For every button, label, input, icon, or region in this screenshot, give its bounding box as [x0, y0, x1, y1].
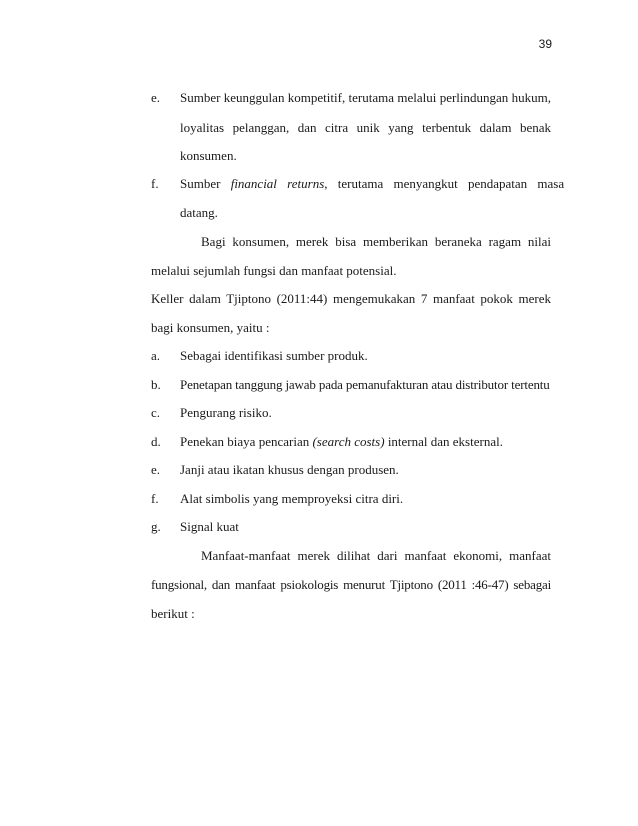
- paragraph-line: berikut :: [151, 606, 195, 621]
- list-item-label: g.: [151, 519, 161, 534]
- page-number: 39: [538, 37, 552, 51]
- list-item-text: Signal kuat: [180, 519, 239, 534]
- paragraph-line: Bagi konsumen, merek bisa memberikan beraneka ragam nilai: [201, 234, 551, 249]
- paragraph-line: bagi konsumen, yaitu :: [151, 320, 270, 335]
- paragraph-line: fungsional, dan manfaat psiokologis menurut Tjiptono (2011 :46-47) sebagai: [151, 577, 551, 592]
- list-item-label: e.: [151, 462, 161, 477]
- italic-term: (search costs): [312, 434, 385, 449]
- list-item-label: f.: [151, 491, 159, 506]
- paragraph-line: Keller dalam Tjiptono (2011:44) mengemukakan 7 manfaat pokok merek: [151, 291, 551, 306]
- list-item-text: Penekan biaya pencarian (search costs) internal dan eksternal.: [180, 434, 503, 449]
- list-item-label: f.: [151, 176, 159, 191]
- paragraph-line: melalui sejumlah fungsi dan manfaat potensial.: [151, 263, 397, 278]
- list-item-text: datang.: [180, 205, 218, 220]
- paragraph-line: Manfaat-manfaat merek dilihat dari manfaat ekonomi, manfaat: [201, 548, 551, 563]
- list-item-label: a.: [151, 348, 161, 363]
- list-item-text: Janji atau ikatan khusus dengan produsen.: [180, 462, 399, 477]
- list-item-text: Sumber financial returns, terutama menyangkut pendapatan masa: [180, 176, 565, 191]
- list-item-text: konsumen.: [180, 148, 237, 163]
- list-item-text: Sumber keunggulan kompetitif, terutama melalui perlindungan hukum,: [180, 90, 551, 105]
- list-item-text: Alat simbolis yang memproyeksi citra diri.: [180, 491, 404, 506]
- list-item-text: loyalitas pelanggan, dan citra unik yang terbentuk dalam benak: [180, 120, 551, 135]
- list-item-label: d.: [151, 434, 161, 449]
- list-item-label: b.: [151, 377, 161, 392]
- italic-term: financial returns: [230, 176, 325, 191]
- list-item-label: e.: [151, 90, 161, 105]
- list-item-text: Penetapan tanggung jawab pada pemanufakturan atau distributor tertentu: [180, 377, 550, 392]
- list-item-text: Sebagai identifikasi sumber produk.: [180, 348, 368, 363]
- list-item-text: Pengurang risiko.: [180, 405, 272, 420]
- list-item-label: c.: [151, 405, 161, 420]
